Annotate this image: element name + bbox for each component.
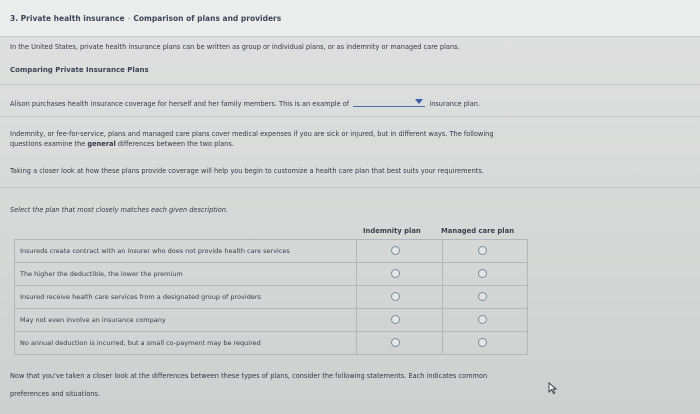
- column-divider: [442, 263, 443, 285]
- indemnity-radio[interactable]: [391, 269, 400, 278]
- column-header-managed-care: Managed care plan: [441, 227, 515, 235]
- row-description: No annual deduction is incurred, but a small co-payment may be required: [14, 332, 357, 354]
- table-row: [14, 240, 528, 263]
- question-text: Alison purchases health insurance coverage for herself and her family members. This is an example of: [10, 100, 350, 108]
- column-divider: [527, 263, 528, 285]
- plan-matching-table: [14, 239, 528, 355]
- section-subtitle: Comparison of plans and providers: [133, 14, 282, 23]
- mouse-pointer-icon: [548, 382, 557, 397]
- managed-care-radio[interactable]: [478, 269, 487, 278]
- question-line: [10, 98, 480, 109]
- indemnity-radio[interactable]: [391, 292, 400, 301]
- divider: [0, 116, 700, 117]
- managed-care-radio[interactable]: [478, 338, 487, 347]
- row-description: Insured receive health care services from a designated group of providers: [14, 286, 357, 308]
- paragraph-1-text-end: differences between the two plans.: [117, 140, 234, 148]
- row-description: May not even involve an insurance company: [14, 309, 357, 331]
- section-title: [10, 14, 281, 23]
- table-row: [14, 286, 528, 309]
- column-header-indemnity: Indemnity plan: [363, 227, 421, 235]
- intro-text: In the United States, private health insurance plans can be written as group or individual plans, or as indemnity or managed care plans.: [10, 43, 460, 51]
- managed-care-radio[interactable]: [478, 246, 487, 255]
- divider: [0, 84, 700, 85]
- column-divider: [442, 240, 443, 262]
- paragraph-1-line-2: [10, 139, 494, 149]
- indemnity-radio[interactable]: [391, 315, 400, 324]
- column-divider: [442, 309, 443, 331]
- divider: [0, 187, 700, 188]
- row-description: The higher the deductible, the lower the premium: [14, 263, 357, 285]
- table-row: [14, 332, 528, 355]
- column-divider: [527, 240, 528, 262]
- paragraph-1-line-1: Indemnity, or fee-for-service, plans and managed care plans cover medical expenses if you are sick or injured, but in different ways. The following: [10, 130, 494, 138]
- instruction-text: Select the plan that most closely matches each given description.: [10, 206, 229, 214]
- column-divider: [527, 309, 528, 331]
- row-description: Insureds create contract with an insurer who does not provide health care services: [14, 240, 357, 262]
- footer-text: [10, 371, 487, 399]
- section-header: [0, 0, 700, 37]
- column-divider: [442, 332, 443, 354]
- paragraph-2: Taking a closer look at how these plans provide coverage will help you begin to customize a health care plan that best suits your requirements.: [10, 167, 484, 175]
- indemnity-radio[interactable]: [391, 246, 400, 255]
- column-divider: [442, 286, 443, 308]
- column-divider: [527, 332, 528, 354]
- managed-care-radio[interactable]: [478, 315, 487, 324]
- managed-care-radio[interactable]: [478, 292, 487, 301]
- paragraph-1-emphasis: general: [87, 140, 116, 148]
- table-row: [14, 263, 528, 286]
- footer-line-1: Now that you've taken a closer look at the differences between these types of plans, consider the following statements. Each indicates common: [10, 372, 488, 380]
- indemnity-radio[interactable]: [391, 338, 400, 347]
- column-divider: [527, 286, 528, 308]
- paragraph-1: [10, 129, 494, 149]
- paragraph-1-text: questions examine the: [10, 140, 86, 148]
- table-row: [14, 309, 528, 332]
- chevron-down-icon[interactable]: [415, 99, 423, 104]
- section-title-main: 3. Private health insurance: [10, 14, 125, 23]
- footer-line-2: preferences and situations.: [10, 390, 100, 398]
- question-suffix: insurance plan.: [429, 100, 481, 108]
- subheading: Comparing Private Insurance Plans: [10, 66, 149, 74]
- title-separator: -: [127, 14, 131, 23]
- plan-type-dropdown[interactable]: [353, 98, 425, 107]
